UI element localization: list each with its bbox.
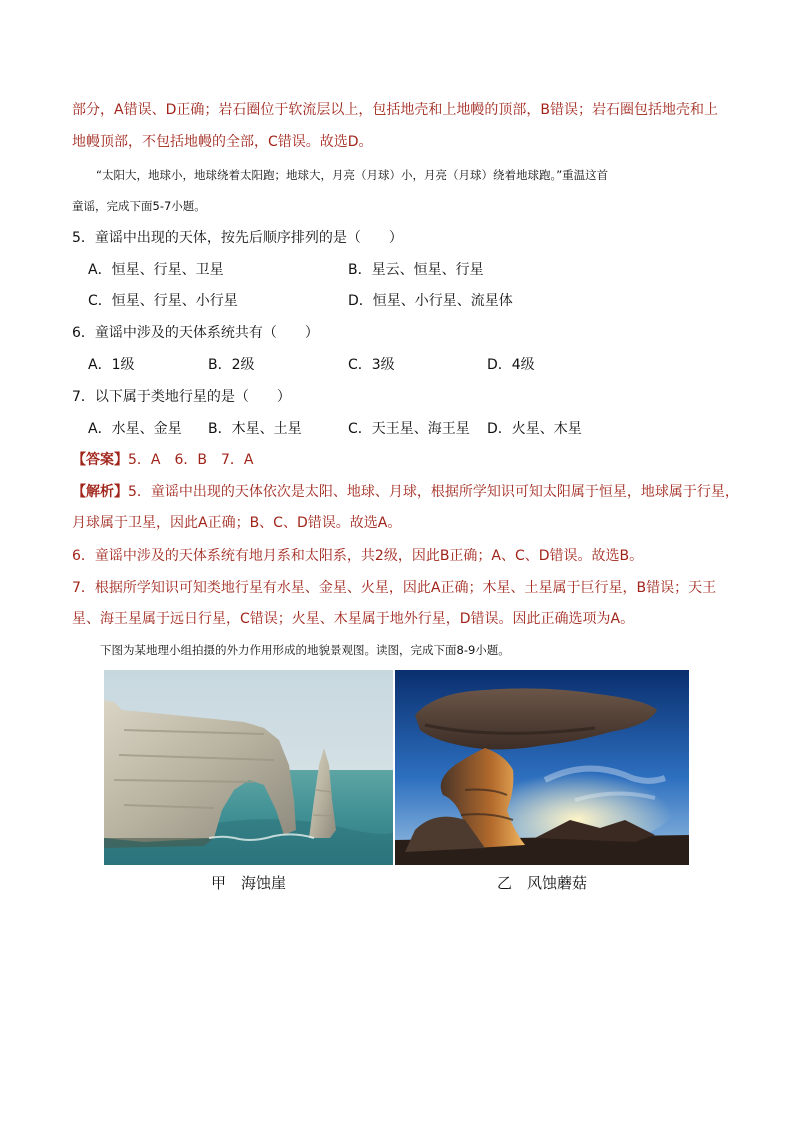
intro-8-9: 下图为某地理小组拍摄的外力作用形成的地貌景观图。读图，完成下面8-9小题。 — [100, 643, 510, 657]
question-6-stem: 6．童谣中涉及的天体系统共有（ ） — [72, 325, 319, 341]
prev-answer-line-1: 部分，A错误、D正确；岩石圈位于软流层以上，包括地壳和上地幔的顶部，B错误；岩石圈包括地壳和上 — [72, 102, 718, 118]
analysis-q5-line-1 — [72, 482, 739, 502]
question-5-option-c: C．恒星、行星、小行星 — [88, 293, 238, 309]
question-6-option-c: C．3级 — [348, 357, 395, 373]
intro-5-7-line-1: “太阳大，地球小，地球绕着太阳跑；地球大，月亮（月球）小，月亮（月球）绕着地球跑。”重温这首 — [96, 168, 609, 182]
analysis-label: 【解析】 — [72, 484, 128, 500]
intro-5-7-line-2: 童谣，完成下面5-7小题。 — [72, 199, 206, 213]
answer-text: 5．A 6．B 7．A — [128, 452, 254, 468]
prev-answer-line-2: 地幔顶部，不包括地幔的全部，C错误。故选D。 — [72, 134, 373, 150]
sea-cliff-photo — [104, 670, 393, 865]
question-7-option-b: B．木星、土星 — [208, 421, 302, 437]
question-7-option-c: C．天王星、海王星 — [348, 421, 470, 437]
analysis-q6-line-1: 6．童谣中涉及的天体系统有地月系和太阳系，共2级，因此B正确；A、C、D错误。故选B。 — [72, 548, 644, 564]
sea-cliff-caption: 甲 海蚀崖 — [211, 874, 287, 892]
question-7-option-a: A．水星、金星 — [88, 421, 182, 437]
mushroom-rock-caption: 乙 风蚀蘑菇 — [497, 874, 588, 892]
analysis-q7-line-2: 星、海王星属于远日行星，C错误；火星、木星属于地外行星，D错误。因此正确选项为A。 — [72, 611, 635, 627]
question-6-option-a: A．1级 — [88, 357, 135, 373]
answer-line — [72, 450, 722, 470]
analysis-q5-line-2: 月球属于卫星，因此A正确；B、C、D错误。故选A。 — [72, 515, 402, 531]
question-5-option-a: A．恒星、行星、卫星 — [88, 262, 224, 278]
question-7-stem: 7．以下属于类地行星的是（ ） — [72, 389, 291, 405]
answer-label: 【答案】 — [72, 452, 128, 468]
question-5-option-d: D．恒星、小行星、流星体 — [348, 293, 513, 309]
question-7-option-d: D．火星、木星 — [487, 421, 582, 437]
question-6-option-d: D．4级 — [487, 357, 535, 373]
question-6-option-b: B．2级 — [208, 357, 255, 373]
mushroom-rock-photo — [395, 670, 689, 865]
analysis-q7-line-1: 7．根据所学知识可知类地行星有水星、金星、火星，因此A正确；木星、土星属于巨行星，B错误；天王 — [72, 580, 717, 596]
analysis-q5-text: 5．童谣中出现的天体依次是太阳、地球、月球，根据所学知识可知太阳属于恒星，地球属于行星， — [128, 484, 739, 500]
question-5-option-b: B．星云、恒星、行星 — [348, 262, 484, 278]
question-5-stem: 5．童谣中出现的天体，按先后顺序排列的是（ ） — [72, 230, 403, 246]
